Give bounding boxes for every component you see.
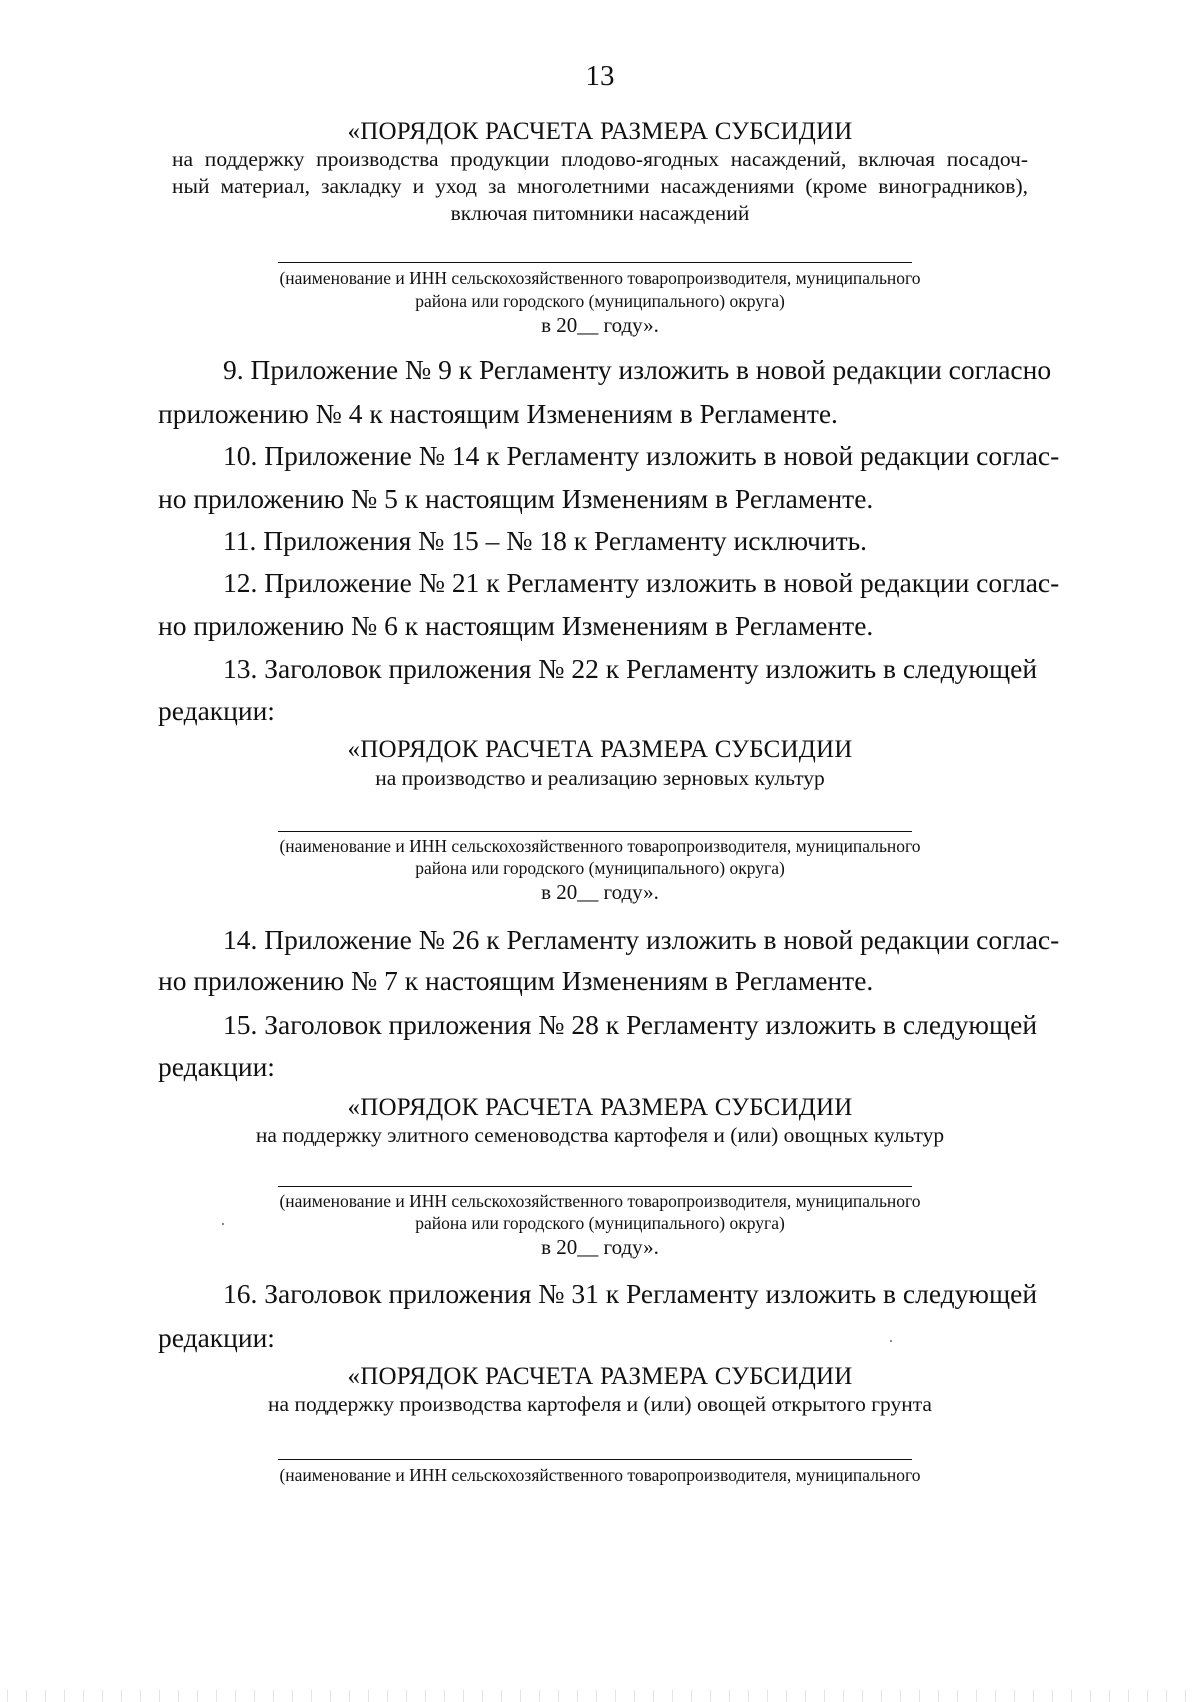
block-3-title: «ПОРЯДОК РАСЧЕТА РАЗМЕРА СУБСИДИИ bbox=[347, 1094, 853, 1121]
block-1-title: «ПОРЯДОК РАСЧЕТА РАЗМЕРА СУБСИДИИ bbox=[347, 118, 853, 145]
block-3-blank-line bbox=[278, 1186, 912, 1187]
scan-speck bbox=[890, 1340, 892, 1342]
block-3-subtitle-line: на поддержку элитного семеноводства картофеля и (или) овощных культур bbox=[255, 1123, 945, 1147]
block-1-blank-line bbox=[278, 262, 912, 263]
block-4-note-line: (наименование и ИНН сельскохозяйственного товаропроизводителя, муниципального bbox=[279, 1465, 921, 1485]
block-4-blank-line bbox=[278, 1459, 912, 1460]
paragraph-15-line-1: 15. Заголовок приложения № 28 к Регламенту изложить в следующей bbox=[223, 1009, 1038, 1040]
block-2-note-line: района или городского (муниципального) округа) bbox=[415, 858, 785, 878]
block-1-note-line: района или городского (муниципального) округа) bbox=[415, 291, 785, 311]
block-3-year-line: в 20__ году». bbox=[541, 1235, 659, 1259]
paragraph-15-line-2: редакции: bbox=[158, 1051, 275, 1082]
paragraph-10-line-1: 10. Приложение № 14 к Регламенту изложить в новой редакции соглас- bbox=[223, 440, 1060, 471]
paragraph-14-line-2: но приложению № 7 к настоящим Изменениям в Регламенте. bbox=[158, 965, 874, 996]
scan-speck bbox=[222, 1223, 224, 1225]
block-1-subtitle-line: включая питомники насаждений bbox=[450, 201, 750, 225]
block-2-subtitle-line: на производство и реализацию зерновых культур bbox=[375, 766, 825, 790]
block-4-subtitle-line: на поддержку производства картофеля и (или) овощей открытого грунта bbox=[268, 1392, 932, 1416]
block-4-title: «ПОРЯДОК РАСЧЕТА РАЗМЕРА СУБСИДИИ bbox=[347, 1363, 853, 1390]
paragraph-9-line-2: приложению № 4 к настоящим Изменениям в Регламенте. bbox=[158, 398, 838, 429]
paragraph-12-line-1: 12. Приложение № 21 к Регламенту изложить в новой редакции соглас- bbox=[223, 567, 1060, 598]
block-1-subtitle-line: ный материал, закладку и уход за многолетними насаждениями (кроме виноградников), bbox=[172, 174, 1028, 198]
block-1-year-line: в 20__ году». bbox=[541, 313, 659, 337]
block-3-note-line: (наименование и ИНН сельскохозяйственного товаропроизводителя, муниципального bbox=[279, 1191, 921, 1211]
paragraph-12-line-2: но приложению № 6 к настоящим Изменениям в Регламенте. bbox=[158, 610, 874, 641]
block-1-note-line: (наименование и ИНН сельскохозяйственного товаропроизводителя, муниципального bbox=[279, 268, 921, 288]
block-2-note-line: (наименование и ИНН сельскохозяйственного товаропроизводителя, муниципального bbox=[279, 836, 921, 856]
block-3-note-line: района или городского (муниципального) округа) bbox=[415, 1213, 785, 1233]
block-1-subtitle-line: на поддержку производства продукции плодово-ягодных насаждений, включая посадоч- bbox=[172, 147, 1028, 171]
page-number: 13 bbox=[585, 60, 615, 92]
block-2-year-line: в 20__ году». bbox=[541, 880, 659, 904]
paragraph-16-line-1: 16. Заголовок приложения № 31 к Регламенту изложить в следующей bbox=[223, 1278, 1038, 1309]
block-2-title: «ПОРЯДОК РАСЧЕТА РАЗМЕРА СУБСИДИИ bbox=[347, 736, 853, 763]
paragraph-9-line-1: 9. Приложение № 9 к Регламенту изложить в новой редакции согласно bbox=[223, 354, 1052, 385]
paragraph-13-line-2: редакции: bbox=[158, 695, 275, 726]
block-2-blank-line bbox=[278, 831, 912, 832]
paragraph-16-line-2: редакции: bbox=[158, 1322, 275, 1353]
scan-edge-noise bbox=[0, 1690, 1200, 1702]
paragraph-13-line-1: 13. Заголовок приложения № 22 к Регламенту изложить в следующей bbox=[223, 653, 1038, 684]
paragraph-14-line-1: 14. Приложение № 26 к Регламенту изложить в новой редакции соглас- bbox=[223, 924, 1060, 955]
paragraph-11-line-1: 11. Приложения № 15 – № 18 к Регламенту исключить. bbox=[223, 525, 868, 556]
paragraph-10-line-2: но приложению № 5 к настоящим Изменениям в Регламенте. bbox=[158, 483, 874, 514]
